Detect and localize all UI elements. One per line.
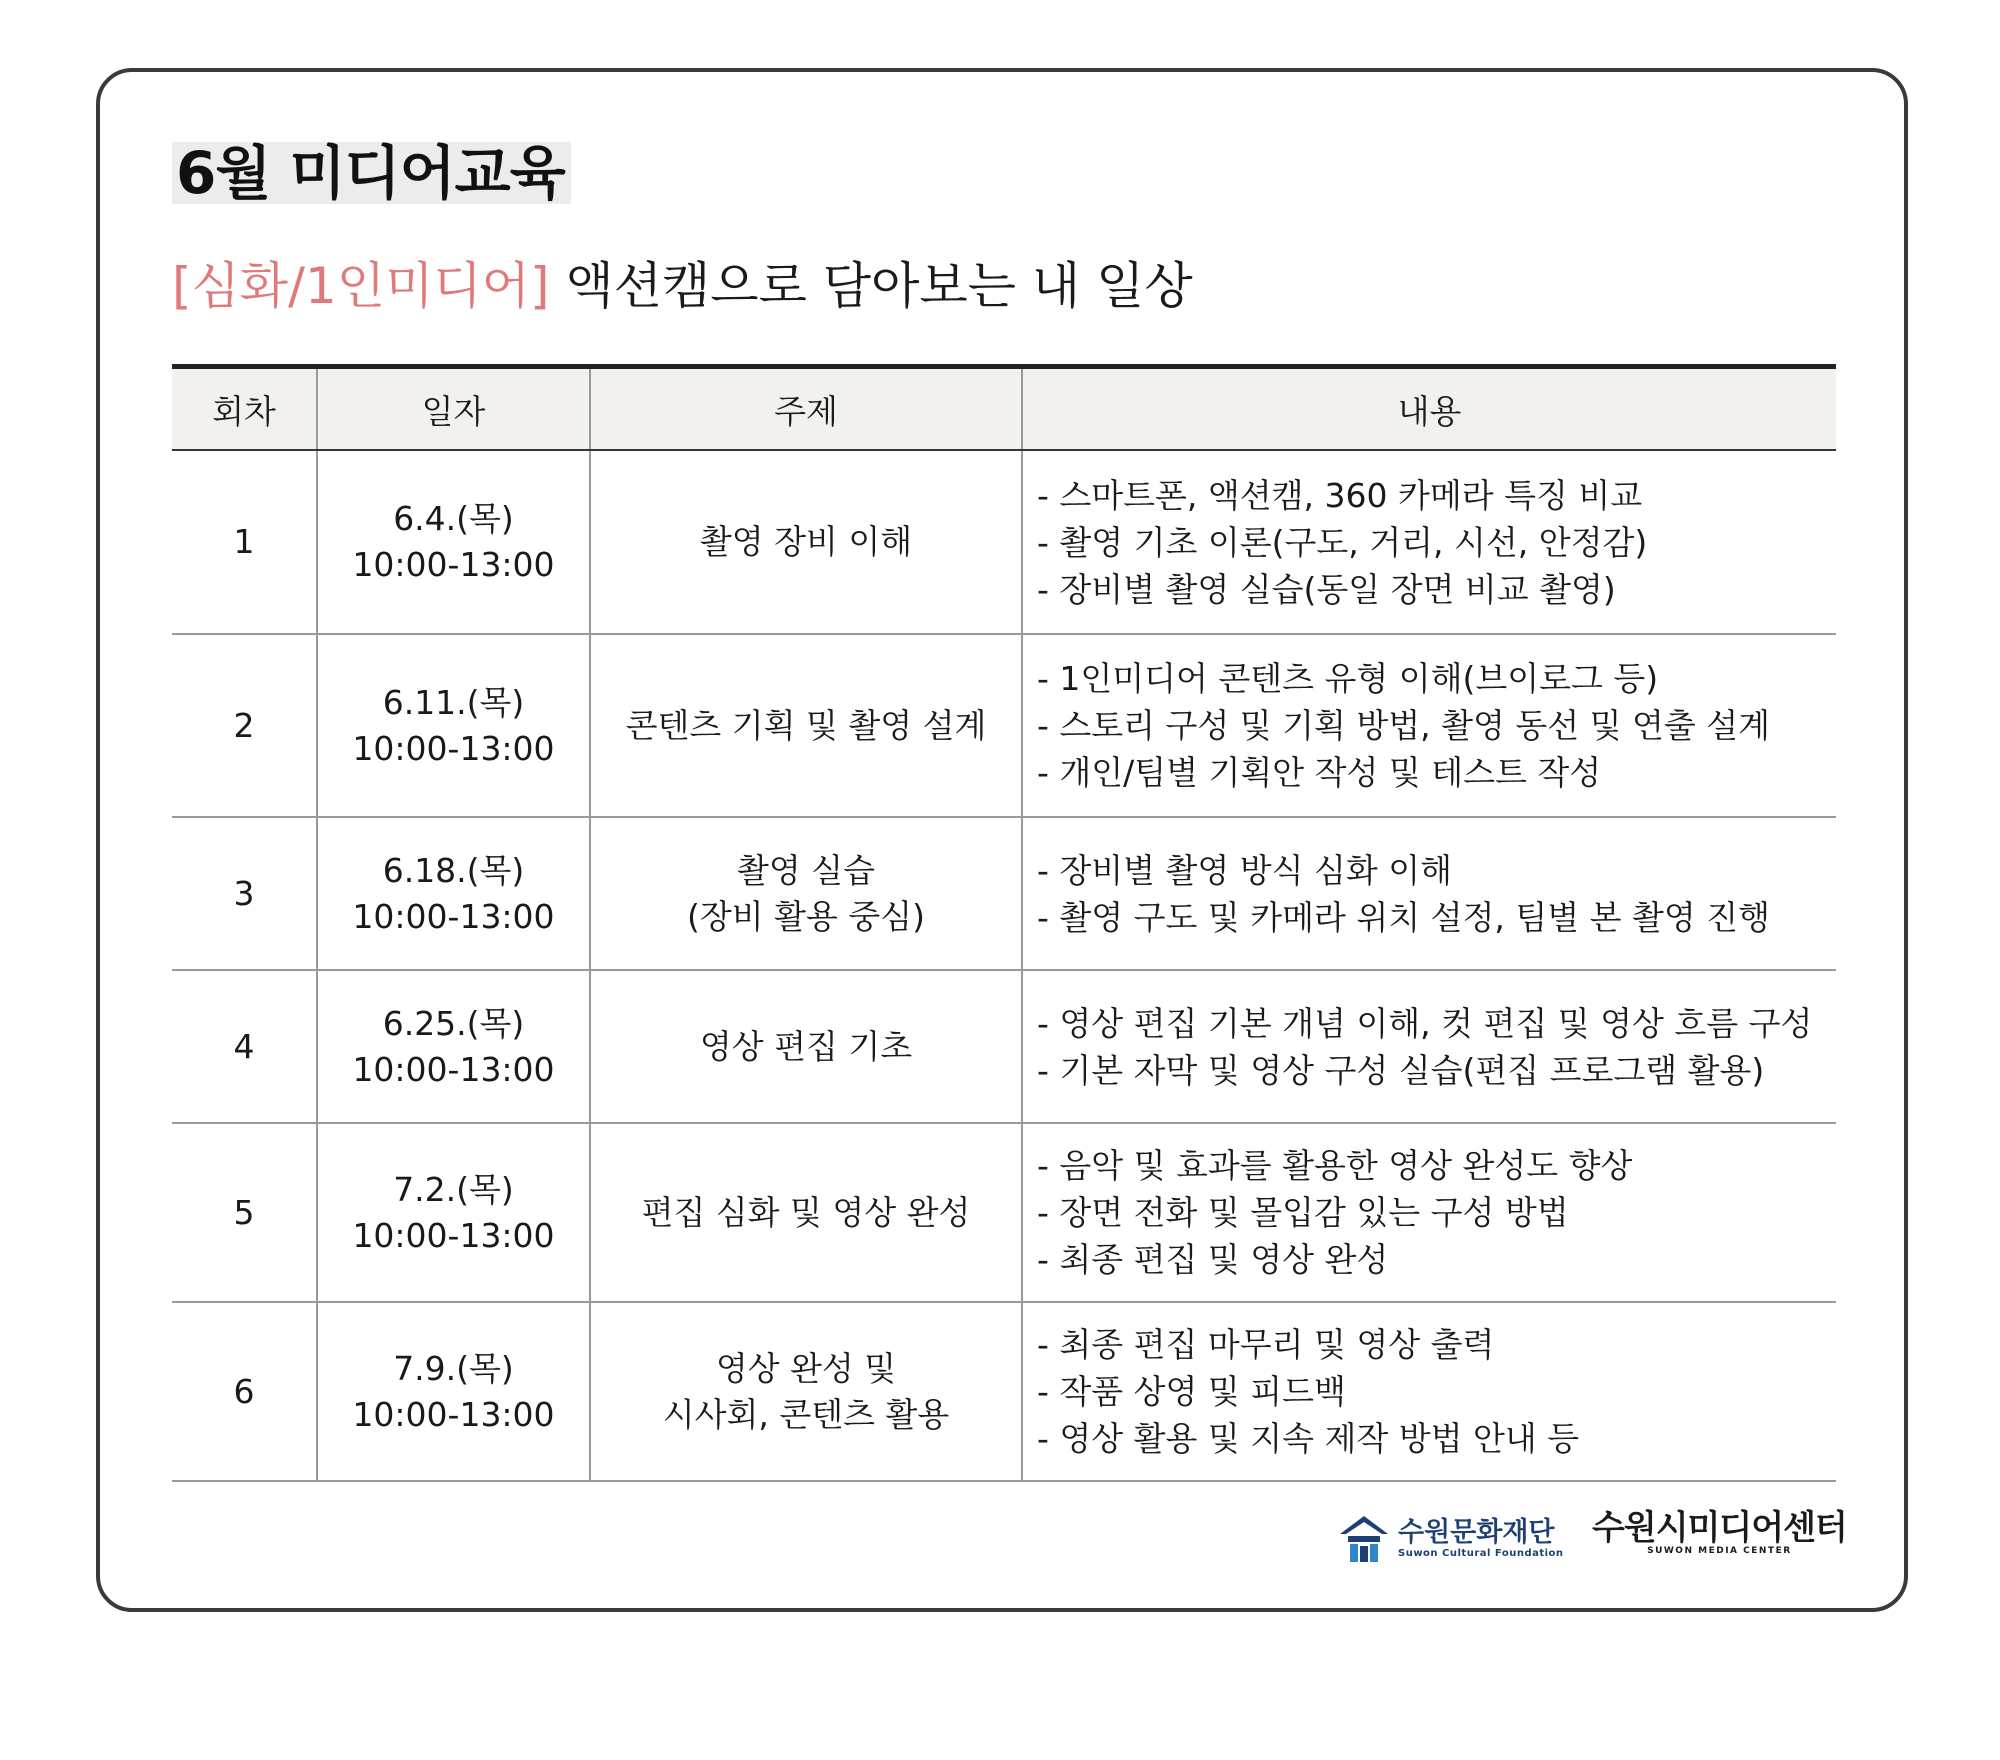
content-line: - 최종 편집 마무리 및 영상 출력	[1037, 1325, 1495, 1364]
suwon-media-center-logo	[1592, 1510, 1847, 1566]
topic-cell	[590, 817, 1022, 970]
content-line: - 촬영 구도 및 카메라 위치 설정, 팀별 본 촬영 진행	[1037, 897, 1770, 937]
table-row	[172, 1302, 1836, 1481]
content-line: - 장비별 촬영 방식 심화 이해	[1037, 850, 1453, 890]
building-roof-icon	[1338, 1512, 1390, 1564]
header-session: 회차	[172, 367, 317, 451]
table-row	[172, 970, 1836, 1123]
topic-text: 촬영 장비 이해	[699, 522, 913, 561]
content-line: - 최종 편집 및 영상 완성	[1037, 1240, 1389, 1279]
content-line: - 장면 전화 및 몰입감 있는 구성 방법	[1037, 1193, 1569, 1232]
course-subtitle	[172, 254, 1193, 318]
date-cell	[317, 1123, 590, 1302]
content-line: - 촬영 기초 이론(구도, 거리, 시선, 안정감)	[1037, 522, 1648, 562]
topic-text: 촬영 실습	[736, 850, 875, 890]
session-cell: 2	[172, 634, 317, 817]
session-cell: 6	[172, 1302, 317, 1481]
content-line: - 영상 편집 기본 개념 이해, 컷 편집 및 영상 흐름 구성	[1037, 1003, 1813, 1043]
content-line: - 1인미디어 콘텐츠 유형 이해(브이로그 등)	[1037, 659, 1659, 698]
topic-cell	[590, 1123, 1022, 1302]
schedule-table	[172, 364, 1836, 1482]
content-cell	[1022, 450, 1836, 634]
table-row	[172, 1123, 1836, 1302]
time-text: 10:00-13:00	[352, 1215, 555, 1255]
session-cell: 4	[172, 970, 317, 1123]
suwon-cultural-foundation-logo	[1338, 1510, 1564, 1566]
time-text: 10:00-13:00	[352, 1049, 555, 1089]
content-cell	[1022, 1123, 1836, 1302]
content-line: - 영상 활용 및 지속 제작 방법 안내 등	[1037, 1419, 1580, 1458]
header-topic: 주제	[590, 367, 1022, 451]
session-cell: 1	[172, 450, 317, 634]
content-line: - 기본 자막 및 영상 구성 실습(편집 프로그램 활용)	[1037, 1050, 1765, 1090]
time-text: 10:00-13:00	[352, 896, 555, 936]
date-cell	[317, 1302, 590, 1481]
content-line: - 스마트폰, 액션캠, 360 카메라 특징 비교	[1037, 475, 1643, 515]
topic-text: 편집 심화 및 영상 완성	[641, 1192, 971, 1232]
page-title: 6월 미디어교육	[172, 142, 571, 204]
content-line: - 장비별 촬영 실습(동일 장면 비교 촬영)	[1037, 569, 1616, 609]
date-cell	[317, 634, 590, 817]
session-cell: 5	[172, 1123, 317, 1302]
topic-text: 시사회, 콘텐츠 활용	[662, 1394, 950, 1434]
date-cell	[317, 450, 590, 634]
table-row	[172, 634, 1836, 817]
session-cell: 3	[172, 817, 317, 970]
table-header-row	[172, 367, 1836, 451]
topic-text: 영상 편집 기초	[699, 1026, 913, 1066]
content-cell	[1022, 634, 1836, 817]
date-cell	[317, 970, 590, 1123]
table-row	[172, 817, 1836, 970]
topic-cell	[590, 1302, 1022, 1481]
header-content: 내용	[1022, 367, 1836, 451]
topic-cell	[590, 450, 1022, 634]
topic-text: (장비 활용 중심)	[687, 896, 925, 936]
header-date: 일자	[317, 367, 590, 451]
schedule-table-wrap	[172, 364, 1836, 1482]
time-text: 10:00-13:00	[352, 1394, 555, 1434]
topic-text: 영상 완성 및	[715, 1348, 897, 1388]
media-center-name-en: SUWON MEDIA CENTER	[1647, 1546, 1792, 1556]
date-text: 6.4.(목)	[393, 499, 514, 538]
date-text: 6.11.(목)	[382, 682, 525, 722]
time-text: 10:00-13:00	[352, 728, 555, 768]
date-text: 7.9.(목)	[393, 1348, 514, 1388]
topic-cell	[590, 970, 1022, 1123]
media-center-name: 수원시미디어센터	[1592, 1508, 1847, 1548]
table-row	[172, 450, 1836, 634]
time-text: 10:00-13:00	[352, 545, 555, 584]
foundation-name-en: Suwon Cultural Foundation	[1398, 1547, 1564, 1559]
course-tag: [심화/1인미디어]	[172, 257, 550, 315]
content-cell	[1022, 817, 1836, 970]
content-line: - 음악 및 효과를 활용한 영상 완성도 향상	[1037, 1146, 1633, 1185]
content-line: - 작품 상영 및 피드백	[1037, 1372, 1346, 1411]
content-line: - 개인/팀별 기획안 작성 및 테스트 작성	[1037, 753, 1602, 792]
topic-cell	[590, 634, 1022, 817]
date-text: 6.25.(목)	[382, 1003, 525, 1043]
date-text: 6.18.(목)	[382, 850, 525, 890]
content-line: - 스토리 구성 및 기획 방법, 촬영 동선 및 연출 설계	[1037, 706, 1770, 745]
content-cell	[1022, 1302, 1836, 1481]
course-name: 액션캠으로 담아보는 내 일상	[565, 257, 1193, 315]
date-cell	[317, 817, 590, 970]
date-text: 7.2.(목)	[393, 1169, 514, 1209]
foundation-name: 수원문화재단	[1398, 1516, 1555, 1548]
topic-text: 콘텐츠 기획 및 촬영 설계	[625, 705, 987, 745]
content-cell	[1022, 970, 1836, 1123]
